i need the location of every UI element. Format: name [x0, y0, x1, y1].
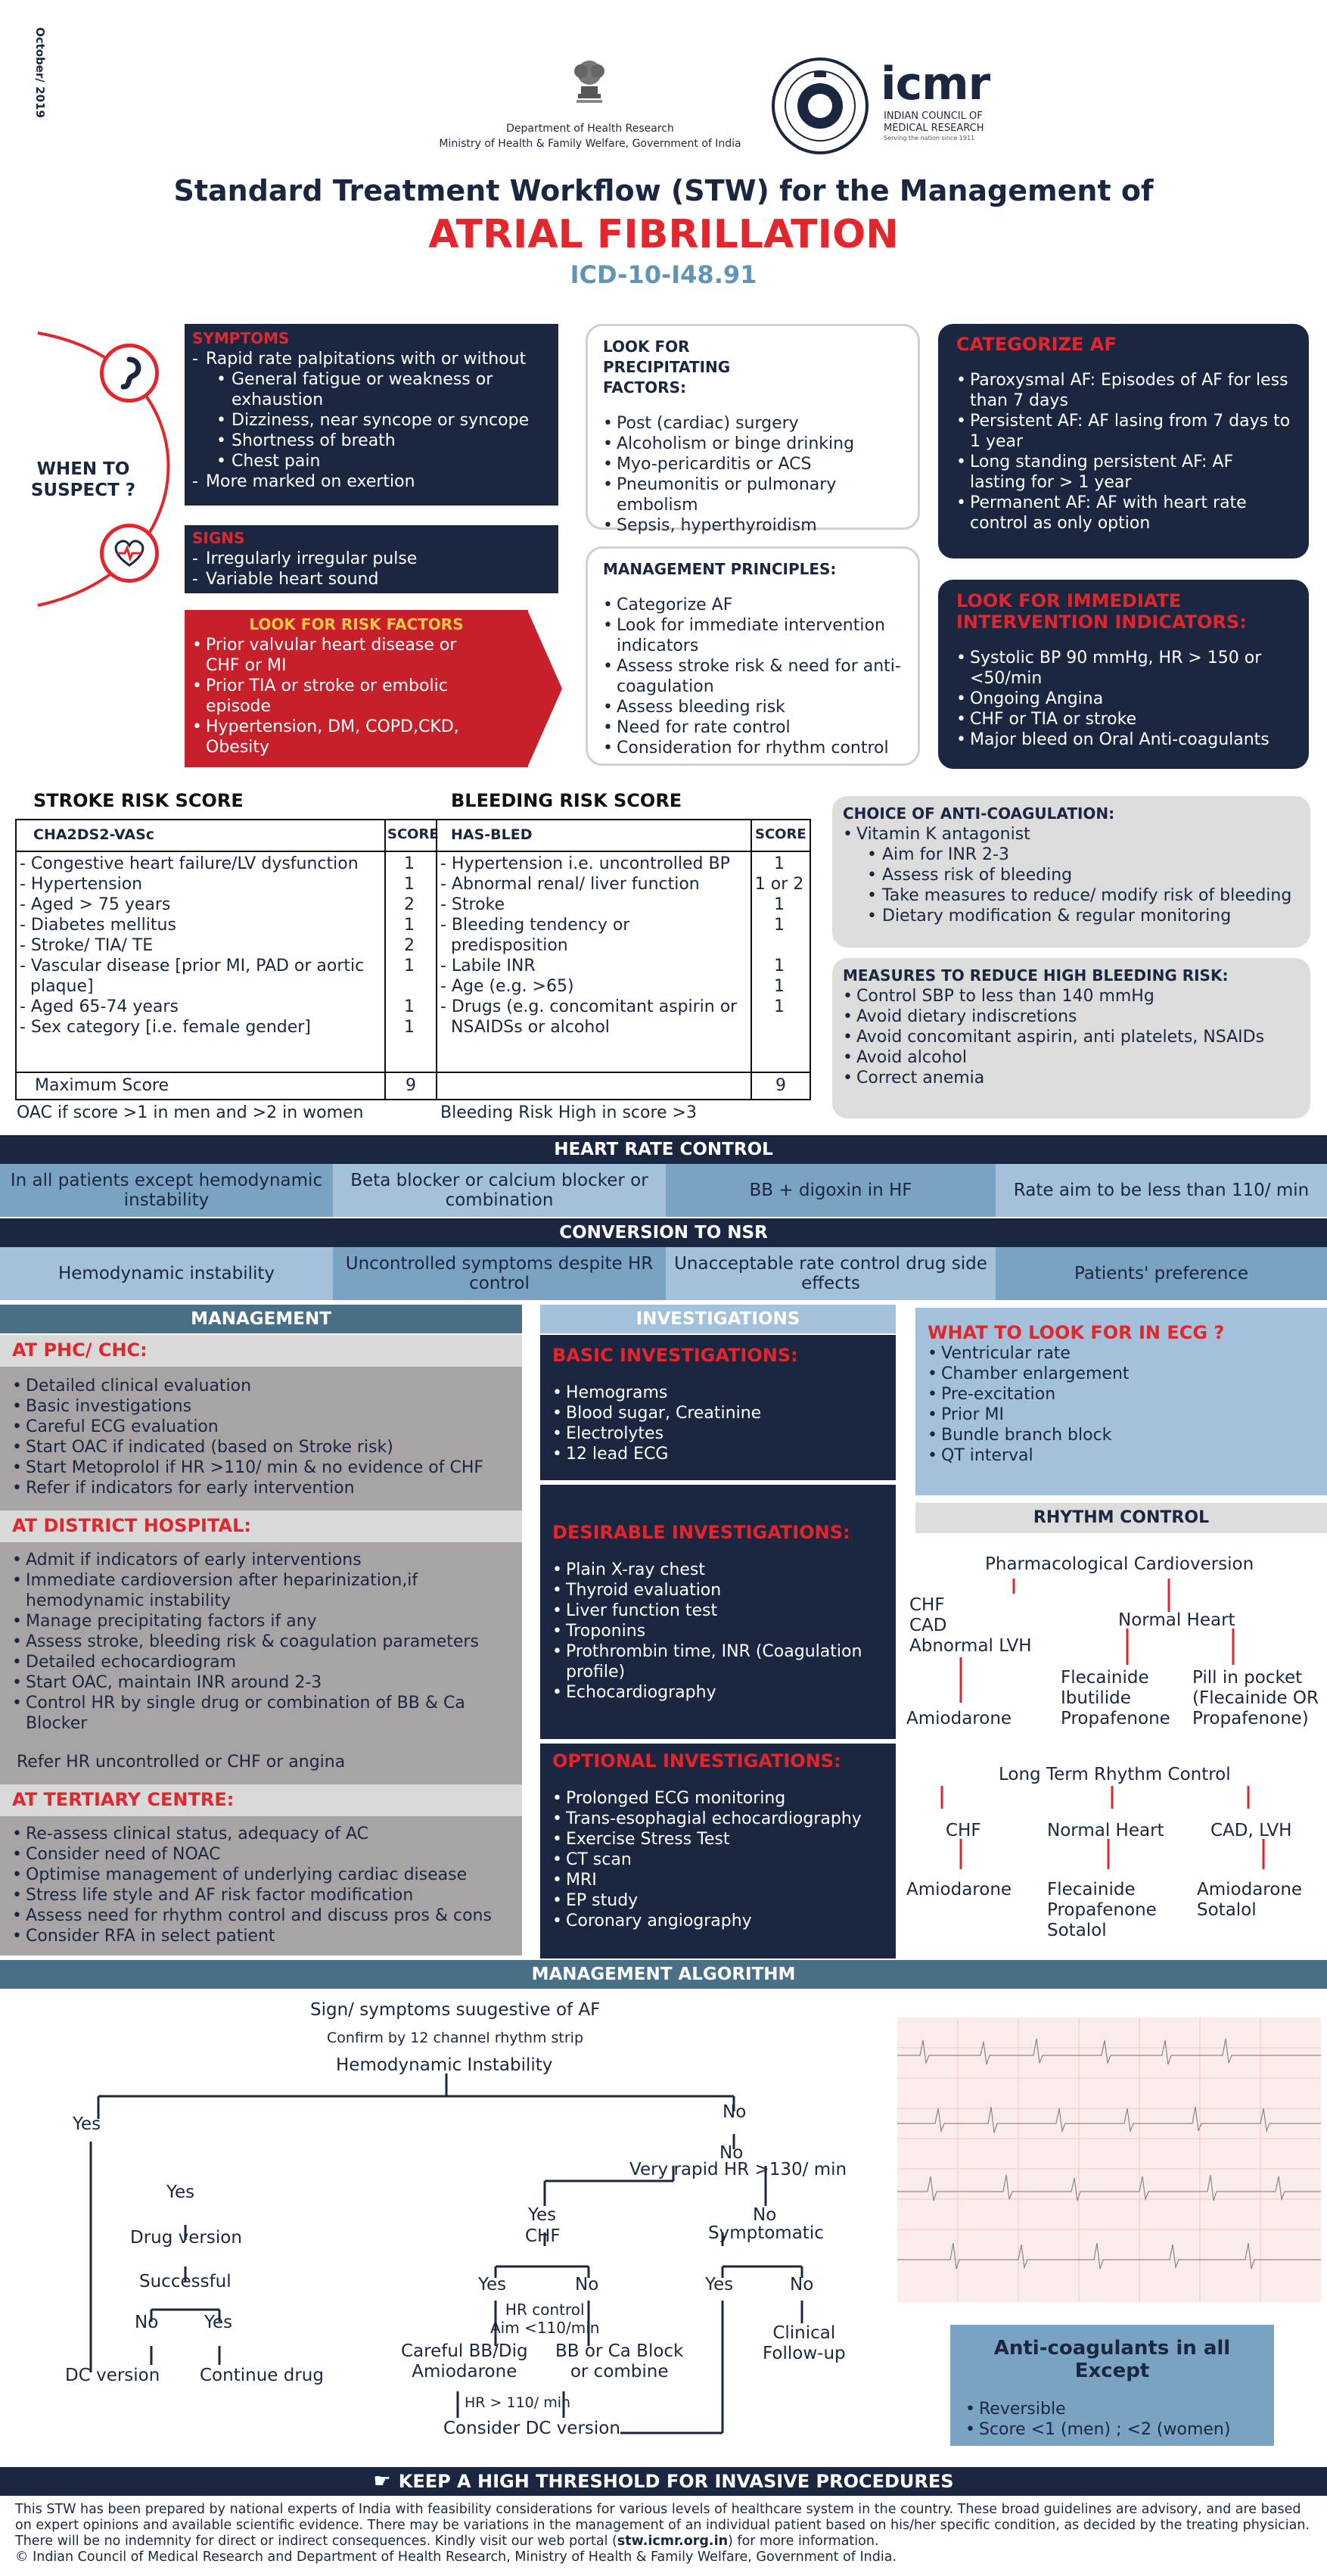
categorize-box	[938, 324, 1309, 558]
stroke-row-label: - Aged > 75 years	[20, 895, 171, 914]
desirable-inv-heading: DESIRABLE INVESTIGATIONS:	[552, 1522, 850, 1543]
optional-inv-item: • Exercise Stress Test	[552, 1829, 884, 1850]
sign-item: - Variable heart sound	[192, 569, 551, 590]
stroke-row	[20, 915, 434, 935]
basic-inv-heading: BASIC INVESTIGATIONS:	[552, 1345, 798, 1366]
when-to-suspect-label: WHEN TO SUSPECT ?	[30, 459, 136, 500]
algo-start: Sign/ symptoms suugestive of AF	[310, 2000, 601, 2020]
algo-yes2: Yes	[166, 2182, 195, 2202]
symptom-item: • Dizziness, near syncope or syncope	[192, 410, 551, 431]
anticoag-choice-list	[843, 824, 1300, 926]
precipitating-heading: LOOK FOR PRECIPITATING FACTORS:	[603, 338, 731, 397]
optional-inv-item: • Trans-esophagial echocardiography	[552, 1809, 884, 1829]
bleeding-row	[440, 976, 810, 997]
phc-box	[0, 1367, 522, 1510]
stroke-row-score: 1	[404, 875, 415, 894]
algo-hr-control-aim: HR control Aim <110/min	[490, 2301, 600, 2337]
phc-heading: AT PHC/ CHC:	[12, 1339, 148, 1361]
investigations-heading: INVESTIGATIONS	[540, 1305, 896, 1333]
risk-factor-item: • Hypertension, DM, COPD,CKD, Obesity	[192, 717, 495, 758]
algo-yes5: Yes	[478, 2275, 507, 2294]
ecg-strip-image	[897, 2018, 1321, 2302]
algo-clinical: Clinical Follow-up	[763, 2323, 846, 2363]
ecg-item: • Chamber enlargement	[928, 1364, 1315, 1384]
ecg-heading: WHAT TO LOOK FOR IN ECG ?	[928, 1322, 1225, 1343]
stroke-row-score: 2	[404, 936, 415, 955]
anticoag-choice-item: • Assess risk of bleeding	[843, 865, 1300, 885]
rhythm-pharm: Pharmacological Cardioversion	[985, 1554, 1254, 1574]
side-date: October/ 2019	[33, 27, 47, 118]
anticoag-choice-item: • Take measures to reduce/ modify risk of bleeding	[843, 885, 1300, 906]
algo-no6: No	[790, 2275, 814, 2294]
stroke-row-label: - Sex category [i.e. female gender]	[20, 1018, 311, 1037]
rhythm-lt-fps: Flecainide Propafenone Sotalol	[1047, 1880, 1157, 1940]
dept-line1: Department of Health Research	[506, 123, 674, 135]
threshold-text: KEEP A HIGH THRESHOLD FOR INVASIVE PROCEDURES	[398, 2471, 954, 2492]
stroke-table	[15, 819, 437, 1100]
phc-item: • Start OAC if indicated (based on Stroke risk)	[12, 1437, 510, 1458]
risk-arrow-tip	[527, 610, 562, 767]
phc-item: • Careful ECG evaluation	[12, 1417, 510, 1437]
rhythm-amiodarone: Amiodarone	[906, 1709, 1012, 1728]
immediate-item: • Major bleed on Oral Anti-coagulants	[956, 730, 1291, 750]
categorize-item: • Long standing persistent AF: AF lasting for > 1 year	[956, 452, 1291, 493]
emblem-icon	[570, 50, 608, 110]
optional-inv-item: • Coronary angiography	[552, 1911, 884, 1931]
district-heading: AT DISTRICT HOSPITAL:	[12, 1515, 251, 1536]
principle-item: • Look for immediate intervention indicators	[603, 615, 903, 656]
heartbeat-icon	[100, 524, 159, 583]
reduce-bleeding-item: • Avoid dietary indiscretions	[843, 1006, 1300, 1027]
bleeding-row-label: - Stroke	[440, 895, 505, 914]
stroke-row-label: - Vascular disease [prior MI, PAD or aortic plaque]	[20, 957, 365, 996]
algo-dc-version: DC version	[65, 2366, 160, 2385]
desirable-inv-item: • Troponins	[552, 1621, 884, 1641]
district-heading-bar	[0, 1510, 522, 1542]
basic-inv-item: • 12 lead ECG	[552, 1444, 884, 1464]
stroke-max-value: 9	[406, 1076, 416, 1095]
stroke-row	[20, 956, 434, 997]
anticoag-choice-item: • Aim for INR 2-3	[843, 845, 1300, 865]
principles-heading: MANAGEMENT PRINCIPLES:	[603, 560, 837, 578]
algo-no5: No	[575, 2275, 599, 2294]
disease-title: ATRIAL FIBRILLATION	[428, 212, 899, 257]
dept-line2: Ministry of Health & Family Welfare, Government of India	[439, 138, 741, 150]
rhythm-pill-group: Pill in pocket (Flecainide OR Propafenone)	[1192, 1668, 1319, 1728]
algo-drug-version: Drug version	[130, 2228, 242, 2248]
stroke-rows	[20, 854, 434, 1038]
bleeding-row-score: 1 or 2	[754, 875, 804, 894]
stroke-col2-header: SCORE	[387, 826, 439, 842]
district-item: • Admit if indicators of early interventions	[12, 1550, 510, 1570]
ecg-item: • Prior MI	[928, 1405, 1315, 1425]
phc-item: • Basic investigations	[12, 1396, 510, 1417]
algo-yes3: Yes	[204, 2313, 233, 2332]
algo-yes: Yes	[73, 2114, 101, 2134]
stroke-row-label: - Diabetes mellitus	[20, 916, 176, 935]
palpitation-icon	[100, 344, 159, 403]
symptom-item: • General fatigue or weakness or exhaustion	[192, 369, 551, 410]
tertiary-item: • Re-assess clinical status, adequacy of AC	[12, 1824, 510, 1844]
precipitating-item: • Post (cardiac) surgery	[603, 413, 903, 434]
stroke-row-label: - Hypertension	[20, 875, 143, 894]
rhythm-lt-cad: CAD, LVH	[1210, 1821, 1292, 1840]
bleeding-row-score: 1	[774, 957, 785, 975]
symptom-item: • Shortness of breath	[192, 431, 551, 451]
stroke-col1-header: CHA2DS2-VASc	[33, 826, 155, 843]
bleeding-row	[440, 956, 810, 976]
anticoag-except-item: • Reversible	[965, 2399, 1259, 2419]
stroke-row	[20, 935, 434, 956]
tertiary-item: • Stress life style and AF risk factor modification	[12, 1885, 510, 1906]
basic-inv-item: • Blood sugar, Creatinine	[552, 1403, 884, 1423]
optional-inv-list	[552, 1788, 884, 1931]
algo-successful: Successful	[139, 2272, 232, 2291]
district-item: • Control HR by single drug or combination of BB & Ca Blocker	[12, 1693, 510, 1734]
signs-list	[192, 549, 551, 590]
district-item: • Manage precipitating factors if any	[12, 1611, 510, 1632]
algo-no3: No	[135, 2313, 159, 2332]
icmr-tag: Serving the nation since 1911	[884, 135, 975, 142]
reduce-bleeding-heading: MEASURES TO REDUCE HIGH BLEEDING RISK:	[843, 966, 1229, 985]
basic-inv-item: • Electrolytes	[552, 1423, 884, 1444]
desirable-inv-item: • Echocardiography	[552, 1682, 884, 1703]
anticoag-choice-item: • Dietary modification & regular monitoring	[843, 906, 1300, 926]
tertiary-item: • Consider need of NOAC	[12, 1844, 510, 1865]
anticoag-choice-box	[832, 796, 1310, 947]
optional-inv-item: • CT scan	[552, 1850, 884, 1870]
precipitating-item: • Alcoholism or binge drinking	[603, 434, 903, 454]
anticoag-except-box	[950, 2325, 1274, 2446]
phc-item: • Start Metoprolol if HR >110/ min & no evidence of CHF	[12, 1458, 510, 1478]
risk-factors-heading: LOOK FOR RISK FACTORS	[249, 615, 464, 633]
reduce-bleeding-item: • Control SBP to less than 140 mmHg	[843, 986, 1300, 1006]
icmr-seal-icon	[770, 56, 870, 156]
principle-item: • Assess stroke risk & need for anti-coagulation	[603, 656, 903, 697]
bleeding-row-score: 1	[774, 916, 785, 935]
footer-text1: This STW has been prepared by national experts of India with feasibility considerations for various levels of healthcare system in the country. These broad guidelines are advisory, and are based on expert opinions and available scientific evidence. There may be variations in the management of an individual patient based on his/her specific condition, as decided by the treating physician. There will be no indemnity for direct or indirect consequences. Kindly visit our web portal (	[15, 2502, 1310, 2549]
rhythm-lt-amio: Amiodarone	[906, 1880, 1012, 1899]
stroke-row-score: 1	[404, 997, 415, 1016]
hand-pointer-icon: ☛	[373, 2470, 391, 2493]
bleeding-row-label: - Abnormal renal/ liver function	[440, 875, 700, 894]
footer-link[interactable]: stw.icmr.org.in	[617, 2534, 729, 2549]
bleeding-row-label: - Bleeding tendency or predisposition	[440, 916, 630, 955]
ecg-item: • QT interval	[928, 1445, 1315, 1466]
categorize-list	[956, 370, 1291, 534]
district-list	[12, 1550, 510, 1734]
immediate-list	[956, 648, 1291, 750]
optional-inv-item: • EP study	[552, 1890, 884, 1911]
bleeding-title: BLEEDING RISK SCORE	[451, 790, 682, 811]
stroke-row	[20, 874, 434, 894]
risk-factors-list	[192, 635, 495, 758]
precipitating-item: • Myo-pericarditis or ACS	[603, 454, 903, 474]
algo-hemo: Hemodynamic Instability	[336, 2055, 553, 2075]
district-refer: Refer HR uncontrolled or CHF or angina	[17, 1753, 346, 1772]
precipitating-box	[586, 324, 920, 535]
hr-control-heading: HEART RATE CONTROL	[0, 1135, 1327, 1164]
tertiary-item: • Optimise management of underlying cardiac disease	[12, 1865, 510, 1885]
algo-no4: No	[753, 2205, 777, 2225]
algorithm-heading: MANAGEMENT ALGORITHM	[0, 1960, 1327, 1989]
ecg-item: • Ventricular rate	[928, 1343, 1315, 1364]
algo-no2: No	[719, 2143, 744, 2163]
rhythm-flecainide-group: Flecainide Ibutilide Propafenone	[1061, 1668, 1170, 1728]
desirable-inv-list	[552, 1560, 884, 1703]
stroke-row	[20, 894, 434, 915]
basic-inv-box	[540, 1335, 896, 1480]
principle-item: • Consideration for rhythm control	[603, 738, 903, 758]
stroke-row-label: - Stroke/ TIA/ TE	[20, 936, 154, 955]
hr-cell-4: Rate aim to be less than 110/ min	[996, 1164, 1327, 1217]
symptoms-list	[192, 349, 551, 492]
symptom-item: - Rapid rate palpitations with or without	[192, 349, 551, 369]
conv-cell-4: Patients' preference	[996, 1247, 1327, 1300]
desirable-inv-item: • Thyroid evaluation	[552, 1580, 884, 1601]
rhythm-lt-normal: Normal Heart	[1047, 1821, 1164, 1840]
symptom-item: - More marked on exertion	[192, 471, 551, 492]
stroke-row-score: 1	[404, 916, 415, 935]
bleeding-row-label: - Age (e.g. >65)	[440, 977, 574, 996]
district-box	[0, 1542, 522, 1784]
icd-code: ICD-10-I48.91	[570, 260, 757, 289]
algo-careful-bb: Careful BB/Dig Amiodarone	[401, 2341, 528, 2382]
hr-cell-1: In all patients except hemodynamic instability	[0, 1164, 333, 1217]
principles-box	[586, 546, 920, 766]
phc-list	[12, 1376, 510, 1498]
hr-cell-3: BB + digoxin in HF	[666, 1164, 996, 1217]
district-item: • Immediate cardioversion after heparinization,if hemodynamic instability	[12, 1570, 510, 1611]
bleeding-row	[440, 915, 810, 956]
immediate-item: • Ongoing Angina	[956, 689, 1291, 709]
rhythm-long-term: Long Term Rhythm Control	[999, 1765, 1231, 1784]
footer-copyright: © Indian Council of Medical Research and Department of Health Research, Ministry of Health & Family Welfare, Government of India.	[15, 2550, 897, 2565]
stroke-row-score: 1	[404, 854, 415, 873]
rhythm-lt-as: Amiodarone Sotalol	[1197, 1880, 1303, 1920]
signs-box	[185, 525, 558, 593]
tertiary-heading-bar	[0, 1784, 522, 1816]
ecg-item: • Bundle branch block	[928, 1425, 1315, 1445]
phc-item: • Refer if indicators for early intervention	[12, 1478, 510, 1498]
bleeding-row-label: - Hypertension i.e. uncontrolled BP	[440, 854, 730, 873]
immediate-heading: LOOK FOR IMMEDIATE INTERVENTION INDICATORS:	[956, 590, 1247, 633]
hr-cell-2: Beta blocker or calcium blocker or combination	[333, 1164, 666, 1217]
stroke-row	[20, 854, 434, 874]
bleeding-row-score: 1	[774, 997, 785, 1016]
categorize-heading: CATEGORIZE AF	[956, 334, 1117, 355]
management-heading: MANAGEMENT	[0, 1305, 522, 1333]
basic-inv-list	[552, 1383, 884, 1464]
bleeding-row	[440, 854, 810, 874]
symptom-item: • Chest pain	[192, 451, 551, 471]
algo-yes6: Yes	[705, 2275, 734, 2294]
conv-cell-1: Hemodynamic instability	[0, 1247, 333, 1300]
risk-factors-box	[185, 610, 528, 767]
tertiary-item: • Assess need for rhythm control and discuss pros & cons	[12, 1906, 510, 1926]
conv-cell-2: Uncontrolled symptoms despite HR control	[333, 1247, 666, 1300]
anticoag-except-list	[965, 2399, 1259, 2440]
stroke-max-label: Maximum Score	[35, 1076, 169, 1095]
tertiary-list	[12, 1824, 510, 1946]
optional-inv-heading: OPTIONAL INVESTIGATIONS:	[552, 1750, 841, 1772]
conv-cell-3: Unacceptable rate control drug side effects	[666, 1247, 996, 1300]
desirable-inv-item: • Plain X-ray chest	[552, 1560, 884, 1580]
symptoms-box	[185, 324, 558, 506]
reduce-bleeding-item: • Avoid alcohol	[843, 1047, 1300, 1068]
district-item: • Assess stroke, bleeding risk & coagulation parameters	[12, 1632, 510, 1652]
stroke-row	[20, 997, 434, 1017]
desirable-inv-item: • Liver function test	[552, 1601, 884, 1621]
tertiary-heading: AT TERTIARY CENTRE:	[12, 1789, 235, 1810]
icmr-logo: icmr	[881, 58, 990, 110]
symptoms-heading: SYMPTOMS	[192, 329, 290, 347]
reduce-bleeding-list	[843, 986, 1300, 1088]
bleeding-row	[440, 997, 810, 1038]
rhythm-lt-chf: CHF	[946, 1821, 981, 1840]
algo-confirm: Confirm by 12 channel rhythm strip	[327, 2030, 584, 2046]
anticoag-except-heading: Anti-coagulants in all Except	[993, 2337, 1231, 2382]
principle-item: • Need for rate control	[603, 717, 903, 738]
categorize-item: • Persistent AF: AF lasing from 7 days to 1 year	[956, 411, 1291, 452]
anticoag-choice-item: • Vitamin K antagonist	[843, 824, 1300, 845]
anticoag-except-item: • Score <1 (men) ; <2 (women)	[965, 2419, 1259, 2440]
phc-heading-bar	[0, 1335, 522, 1367]
precipitating-item: • Pneumonitis or pulmonary embolism	[603, 474, 903, 515]
page-title: Standard Treatment Workflow (STW) for the Management of	[173, 174, 1154, 207]
algo-yes4: Yes	[528, 2205, 557, 2225]
threshold-banner	[0, 2467, 1327, 2496]
conversion-heading: CONVERSION TO NSR	[0, 1218, 1327, 1247]
sign-item: - Irregularly irregular pulse	[192, 549, 551, 569]
basic-inv-item: • Hemograms	[552, 1383, 884, 1403]
district-item: • Detailed echocardiogram	[12, 1652, 510, 1672]
rhythm-heading-bar	[915, 1503, 1327, 1533]
signs-heading: SIGNS	[192, 529, 245, 547]
immediate-item: • CHF or TIA or stroke	[956, 709, 1291, 730]
risk-factor-item: • Prior TIA or stroke or embolic episode	[192, 676, 495, 717]
stroke-row-label: - Congestive heart failure/LV dysfunction	[20, 854, 359, 873]
bleeding-row-score: 1	[774, 977, 785, 996]
bleeding-col2-header: SCORE	[755, 826, 806, 842]
bleeding-row-label: - Drugs (e.g. concomitant aspirin or NSAIDSs or alcohol	[440, 997, 738, 1037]
bleeding-note: Bleeding Risk High in score >3	[440, 1103, 697, 1122]
bleeding-row	[440, 894, 810, 915]
bleeding-row-label: - Labile INR	[440, 957, 536, 975]
footer	[15, 2502, 1316, 2565]
reduce-bleeding-item: • Correct anemia	[843, 1068, 1300, 1088]
categorize-item: • Paroxysmal AF: Episodes of AF for less than 7 days	[956, 370, 1291, 411]
optional-inv-box	[540, 1744, 896, 1958]
bleeding-max-value: 9	[775, 1076, 786, 1095]
ecg-list	[928, 1343, 1315, 1466]
precipitating-item: • Sepsis, hyperthyroidism	[603, 515, 903, 536]
stroke-row-score: 1	[404, 1018, 415, 1037]
bleeding-table	[436, 819, 811, 1100]
ecg-item: • Pre-excitation	[928, 1384, 1315, 1405]
icmr-sub1: INDIAN COUNCIL OF	[884, 110, 983, 122]
footer-text2: ) for more information.	[728, 2534, 879, 2549]
stroke-title: STROKE RISK SCORE	[33, 790, 244, 811]
tertiary-item: • Consider RFA in select patient	[12, 1926, 510, 1946]
precipitating-list	[603, 413, 903, 536]
algo-continue-drug: Continue drug	[200, 2366, 324, 2385]
reduce-bleeding-box	[832, 958, 1310, 1118]
stroke-row-label: - Aged 65-74 years	[20, 997, 179, 1016]
algo-bb-ca: BB or Ca Block or combine	[555, 2341, 684, 2382]
principle-item: • Categorize AF	[603, 595, 903, 615]
desirable-inv-box	[540, 1485, 896, 1739]
bleeding-row-score: 1	[774, 895, 785, 914]
principles-list	[603, 595, 903, 758]
immediate-item: • Systolic BP 90 mmHg, HR > 150 or <50/min	[956, 648, 1291, 689]
phc-item: • Detailed clinical evaluation	[12, 1376, 510, 1396]
anticoag-choice-heading: CHOICE OF ANTI-COAGULATION:	[843, 804, 1115, 823]
bleeding-col1-header: HAS-BLED	[451, 826, 533, 843]
algo-consider-dc: Consider DC version	[443, 2419, 620, 2438]
immediate-box	[938, 580, 1309, 769]
tertiary-box	[0, 1816, 522, 1955]
algo-no: No	[723, 2102, 747, 2122]
algo-chf: CHF	[525, 2226, 561, 2246]
icmr-sub2: MEDICAL RESEARCH	[884, 123, 984, 134]
stroke-note: OAC if score >1 in men and >2 in women	[17, 1103, 364, 1122]
bleeding-row	[440, 874, 810, 894]
categorize-item: • Permanent AF: AF with heart rate control as only option	[956, 493, 1291, 534]
stroke-row-score: 2	[404, 895, 415, 914]
desirable-inv-item: • Prothrombin time, INR (Coagulation profile)	[552, 1641, 884, 1682]
rhythm-heading: RHYTHM CONTROL	[1033, 1508, 1210, 1527]
bleeding-rows	[440, 854, 810, 1038]
optional-inv-item: • MRI	[552, 1870, 884, 1890]
risk-factor-item: • Prior valvular heart disease or CHF or MI	[192, 635, 495, 676]
algo-rapid: Very rapid HR >130/ min	[629, 2160, 847, 2179]
ecg-box	[915, 1308, 1327, 1495]
stroke-row-score: 1	[404, 957, 415, 975]
algo-symptomatic: Symptomatic	[708, 2223, 824, 2243]
rhythm-chf-group: CHF CAD Abnormal LVH	[909, 1595, 1032, 1656]
district-item: • Start OAC, maintain INR around 2-3	[12, 1672, 510, 1693]
reduce-bleeding-item: • Avoid concomitant aspirin, anti platelets, NSAIDs	[843, 1027, 1300, 1047]
algo-hr110: HR > 110/ min	[465, 2394, 571, 2411]
rhythm-normal-heart: Normal Heart	[1118, 1610, 1235, 1630]
bleeding-row-score: 1	[774, 854, 785, 873]
optional-inv-item: • Prolonged ECG monitoring	[552, 1788, 884, 1809]
principle-item: • Assess bleeding risk	[603, 697, 903, 717]
stroke-row	[20, 1017, 434, 1038]
